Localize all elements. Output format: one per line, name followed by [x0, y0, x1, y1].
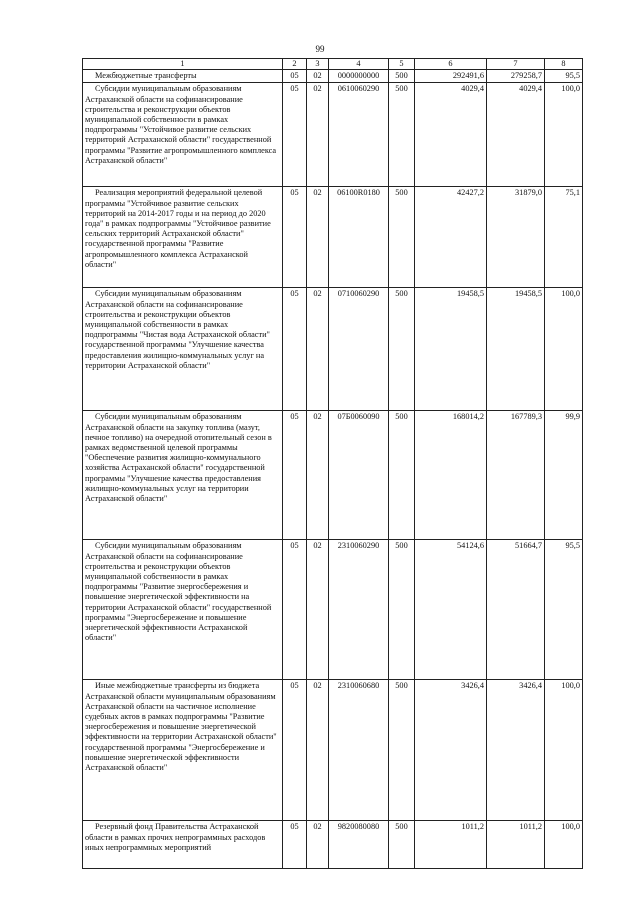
table-row: [83, 83, 583, 187]
subsection-code: 02: [307, 821, 329, 869]
actual-amount: 279258,7: [487, 70, 545, 83]
table-row: [83, 187, 583, 288]
section-code: 05: [283, 680, 307, 821]
planned-amount: 292491,6: [415, 70, 487, 83]
planned-amount: 3426,4: [415, 680, 487, 821]
expense-type-code: 500: [389, 83, 415, 187]
column-header: 2: [283, 59, 307, 70]
target-article-code: 0000000000: [329, 70, 389, 83]
actual-amount: 3426,4: [487, 680, 545, 821]
section-code: 05: [283, 70, 307, 83]
row-name: Субсидии муниципальным образованиям Астраханской области на софинансирование строительства и реконструкции объектов муниципальной собственности в рамках подпрограммы "Развитие энергосбережения и повышение энергетической эффективности на территории Астраханской области" государственной программы "Энергосбережение и повышение энергетической эффективности Астраханской области": [83, 540, 283, 680]
execution-percent: 95,5: [545, 70, 583, 83]
table-row: [83, 540, 583, 680]
target-article-code: 9820080080: [329, 821, 389, 869]
row-name: Резервный фонд Правительства Астраханской области в рамках прочих непрограммных расходов иных непрограммных мероприятий: [83, 821, 283, 869]
planned-amount: 42427,2: [415, 187, 487, 288]
column-header: 3: [307, 59, 329, 70]
execution-percent: 100,0: [545, 680, 583, 821]
row-name: Субсидии муниципальным образованиям Астраханской области на закупку топлива (мазут, печное топливо) на очередной отопительный сезон в рамках ведомственной целевой программы "Обеспечение развития жилищно-коммунального хозяйства Астраханской области" государственной программы "Улучшение качества предоставления жилищно-коммунальных услуг на территории Астраханской области": [83, 411, 283, 540]
planned-amount: 19458,5: [415, 288, 487, 411]
row-name: Субсидии муниципальным образованиям Астраханской области на софинансирование строительства и реконструкции объектов муниципальной собственности в рамках подпрограммы "Чистая вода Астраханской области" государственной программы "Улучшение качества предоставления жилищно-коммунальных услуг на территории Астраханской области": [83, 288, 283, 411]
actual-amount: 4029,4: [487, 83, 545, 187]
section-code: 05: [283, 288, 307, 411]
target-article-code: 07Б0060090: [329, 411, 389, 540]
table-row: [83, 288, 583, 411]
row-name: Иные межбюджетные трансферты из бюджета Астраханской области муниципальным образованиям Астраханской области на частичное исполнение судебных актов в рамках подпрограммы "Развитие энергосбережения и повышение энергетической эффективности на территории Астраханской области" государственной программы "Энергосбережение и повышение энергетической эффективности Астраханской области": [83, 680, 283, 821]
column-number-row: [83, 59, 583, 70]
column-header: 4: [329, 59, 389, 70]
expense-type-code: 500: [389, 411, 415, 540]
expense-type-code: 500: [389, 540, 415, 680]
actual-amount: 1011,2: [487, 821, 545, 869]
planned-amount: 1011,2: [415, 821, 487, 869]
execution-percent: 95,5: [545, 540, 583, 680]
subsection-code: 02: [307, 187, 329, 288]
subsection-code: 02: [307, 70, 329, 83]
row-name: Субсидии муниципальным образованиям Астраханской области на софинансирование строительства и реконструкции объектов муниципальной собственности в рамках подпрограммы "Устойчивое развитие сельских территорий Астраханской области" государственной программы "Развитие агропромышленного комплекса Астраханской области": [83, 83, 283, 187]
column-header: 6: [415, 59, 487, 70]
actual-amount: 167789,3: [487, 411, 545, 540]
planned-amount: 168014,2: [415, 411, 487, 540]
target-article-code: 0610060290: [329, 83, 389, 187]
row-name: Межбюджетные трансферты: [83, 70, 283, 83]
expense-type-code: 500: [389, 680, 415, 821]
section-code: 05: [283, 187, 307, 288]
execution-percent: 75,1: [545, 187, 583, 288]
table-row: [83, 821, 583, 869]
section-code: 05: [283, 411, 307, 540]
section-code: 05: [283, 83, 307, 187]
column-header: 1: [83, 59, 283, 70]
execution-percent: 100,0: [545, 821, 583, 869]
section-code: 05: [283, 540, 307, 680]
expense-type-code: 500: [389, 821, 415, 869]
expense-type-code: 500: [389, 70, 415, 83]
column-header: 7: [487, 59, 545, 70]
table-row: [83, 411, 583, 540]
budget-table: [82, 58, 583, 869]
target-article-code: 2310060680: [329, 680, 389, 821]
subsection-code: 02: [307, 411, 329, 540]
execution-percent: 100,0: [545, 83, 583, 187]
subsection-code: 02: [307, 540, 329, 680]
execution-percent: 99,9: [545, 411, 583, 540]
actual-amount: 31879,0: [487, 187, 545, 288]
table-row: [83, 680, 583, 821]
execution-percent: 100,0: [545, 288, 583, 411]
expense-type-code: 500: [389, 288, 415, 411]
page-number: 99: [315, 44, 325, 54]
subsection-code: 02: [307, 288, 329, 411]
actual-amount: 19458,5: [487, 288, 545, 411]
subsection-code: 02: [307, 680, 329, 821]
subsection-code: 02: [307, 83, 329, 187]
planned-amount: 54124,6: [415, 540, 487, 680]
expense-type-code: 500: [389, 187, 415, 288]
planned-amount: 4029,4: [415, 83, 487, 187]
target-article-code: 06100R0180: [329, 187, 389, 288]
column-header: 8: [545, 59, 583, 70]
row-name: Реализация мероприятий федеральной целевой программы "Устойчивое развитие сельских территорий на 2014-2017 годы и на период до 2020 года" в рамках подпрограммы "Устойчивое развитие сельских территорий Астраханской области" государственной программы "Развитие агропромышленного комплекса Астраханской области": [83, 187, 283, 288]
column-header: 5: [389, 59, 415, 70]
target-article-code: 2310060290: [329, 540, 389, 680]
target-article-code: 0710060290: [329, 288, 389, 411]
section-code: 05: [283, 821, 307, 869]
table-row: [83, 70, 583, 83]
actual-amount: 51664,7: [487, 540, 545, 680]
